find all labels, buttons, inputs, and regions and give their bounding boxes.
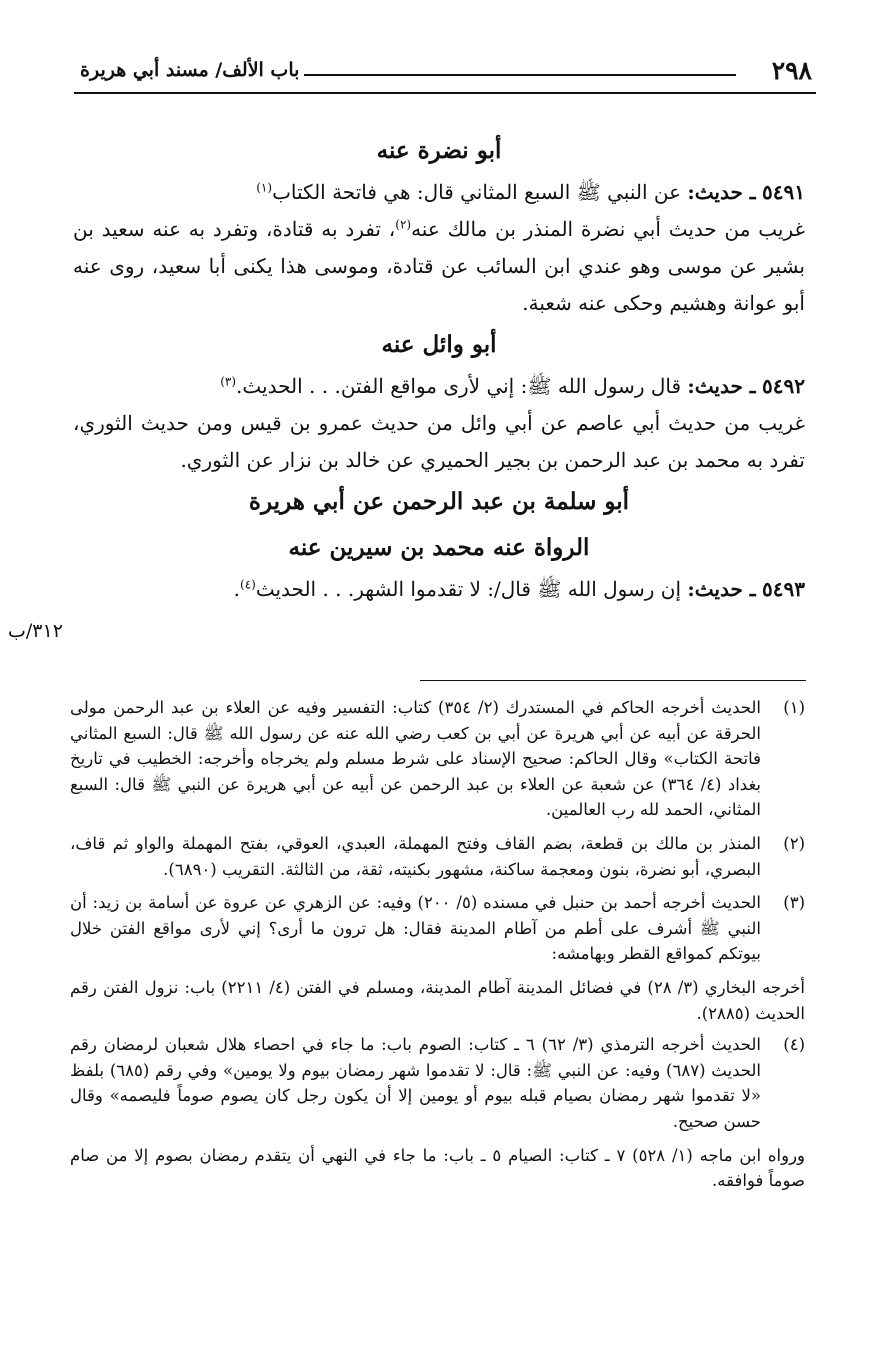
hadith-label: ـ حديث: (687, 180, 756, 204)
footnote-number: (٢) (783, 833, 805, 853)
main-text (73, 128, 805, 608)
hadith-number: ٥٤٩١ (762, 180, 805, 204)
footnote-marker: (٣) (220, 374, 237, 389)
footnote-text: المنذر بن مالك بن قطعة، بضم القاف وفتح المهملة، العبدي، العوقي، بفتح المهملة والواو ثم قاف، البصري، أبو نضرة، بنون ومعجمة ساكنة، مشهور بكنيته، ثقة، من الثالثة. التقريب (٦٨٩٠). (70, 833, 761, 879)
footnote-marker: (١) (256, 180, 273, 195)
footnote (70, 695, 805, 823)
hadith-text: عن النبي ﷺ السبع المثاني قال: هي فاتحة الكتاب (272, 180, 682, 204)
hadith-entry (73, 368, 805, 405)
hadith-entry (73, 571, 805, 608)
commentary-text: غريب من حديث أبي عاصم عن أبي وائل من حديث عمرو بن قيس ومن حديث الثوري، تفرد به محمد بن عبد الرحمن بن بجير الحميري عن خالد بن نزار عن الثوري. (73, 411, 805, 472)
manuscript-folio-ref: ٣١٢/ب (8, 620, 63, 642)
footnote-number: (١) (783, 698, 805, 717)
page-number: ٢٩٨ (771, 56, 812, 85)
commentary (73, 211, 805, 322)
footnote-text: الحديث أخرجه الترمذي (٣/ ٦٢) ٦ ـ كتاب: الصوم باب: ما جاء في احصاء هلال شعبان لرمضان رقم الحديث (٦٨٧) وفيه: عن النبي ﷺ: قال: لا تقدموا شهر رمضان بيوم ولا يومين» وفي رقم (٦٨٥) بلفظ «لا تقدموا شهر رمضان بصيام قبله بيوم أو يومين إلا أن يكون رجل كان يصوم صوماً فليصمه» وقال حسن صحيح. (70, 1035, 761, 1131)
footnote-text: الحديث أخرجه أحمد بن حنبل في مسنده (٥/ ٢٠٠) وفيه: عن الزهري عن عروة عن أسامة بن زيد: أن النبي ﷺ أشرف على أطم من آطام المدينة فقال: هل ترون ما أرى؟ إني لأرى مواقع الفتن خلال بيوتكم كمواقع القطر وبهامشه: (70, 893, 761, 964)
footnote (70, 1032, 805, 1134)
footnote-marker: (٤) (240, 577, 256, 592)
hadith-number: ٥٤٩٢ (762, 374, 805, 398)
hadith-label: ـ حديث: (687, 577, 756, 601)
footnote-marker: (٢) (395, 217, 412, 232)
footnote-text: الحديث أخرجه الحاكم في المستدرك (٢/ ٣٥٤) كتاب: التفسير وفيه عن العلاء بن عبد الرحمن مولى الحرقة عن أبيه عن أبي هريرة عن أبي بن كعب رضي الله عنه عن رسول الله ﷺ قال: السبع المثاني فاتحة الكتاب» وقال الحاكم: صحيح الإسناد على شرط مسلم ولم يخرجاه وأخرجه: الخطيب في تاريخ بغداد (٤/ ٣٦٤) عن شعبة عن العلاء بن عبد الرحمن عن أبيه عن أبي هريرة عن النبي ﷺ قال: السبع المثاني، الحمد لله رب العالمين. (70, 698, 762, 820)
section-subheading: الرواة عنه محمد بن سيرين عنه (288, 534, 590, 561)
hadith-text: قال رسول الله ﷺ: إني لأرى مواقع الفتن. . . الحديث. (236, 374, 682, 398)
section-heading: أبو وائل عنه (381, 331, 497, 358)
section-heading: أبو سلمة بن عبد الرحمن عن أبي هريرة (248, 488, 630, 515)
hadith-entry (73, 174, 805, 211)
footnote (70, 831, 805, 882)
footnote (70, 890, 805, 967)
section-heading: أبو نضرة عنه (376, 137, 502, 164)
hadith-text: إن رسول الله ﷺ قال/: لا تقدموا الشهر. . . الحديث (255, 577, 682, 601)
footnote-continuation: أخرجه البخاري (٣/ ٢٨) في فضائل المدينة آطام المدينة، ومسلم في الفتن (٤/ ٢٢١١) باب: نزول الفتن رقم الحديث (٢٨٨٥). (70, 977, 805, 1023)
footnote-continuation: ورواه ابن ماجه (١/ ٥٢٨) ٧ ـ كتاب: الصيام ٥ ـ باب: ما جاء في النهي أن يتقدم رمضان بصوم إلا من صام صوماً فوافقه. (70, 1145, 806, 1191)
footnote-number: (٣) (783, 893, 805, 913)
hadith-tail: . (233, 577, 241, 601)
commentary-text: غريب من حديث أبي نضرة المنذر بن مالك عنه (411, 217, 805, 241)
header-rule (304, 74, 736, 76)
footnote-separator (420, 680, 806, 681)
commentary (73, 405, 805, 479)
commentary-text: ، تفرد به قتادة، وتفرد به عنه سعيد بن بشير عن موسى وهو عندي ابن السائب عن قتادة، وموسى هذا يكنى أبا سعيد، روى عنه أبو عوانة وهشيم وحكى عنه شعبة. (73, 217, 805, 315)
hadith-label: ـ حديث: (687, 374, 756, 398)
header-underline (74, 92, 816, 94)
running-title: باب الألف/ مسند أبي هريرة (80, 59, 300, 81)
footnote-number: (٤) (783, 1035, 805, 1055)
page-header (74, 56, 816, 90)
footnotes (70, 695, 805, 1200)
hadith-number: ٥٤٩٣ (762, 577, 805, 601)
